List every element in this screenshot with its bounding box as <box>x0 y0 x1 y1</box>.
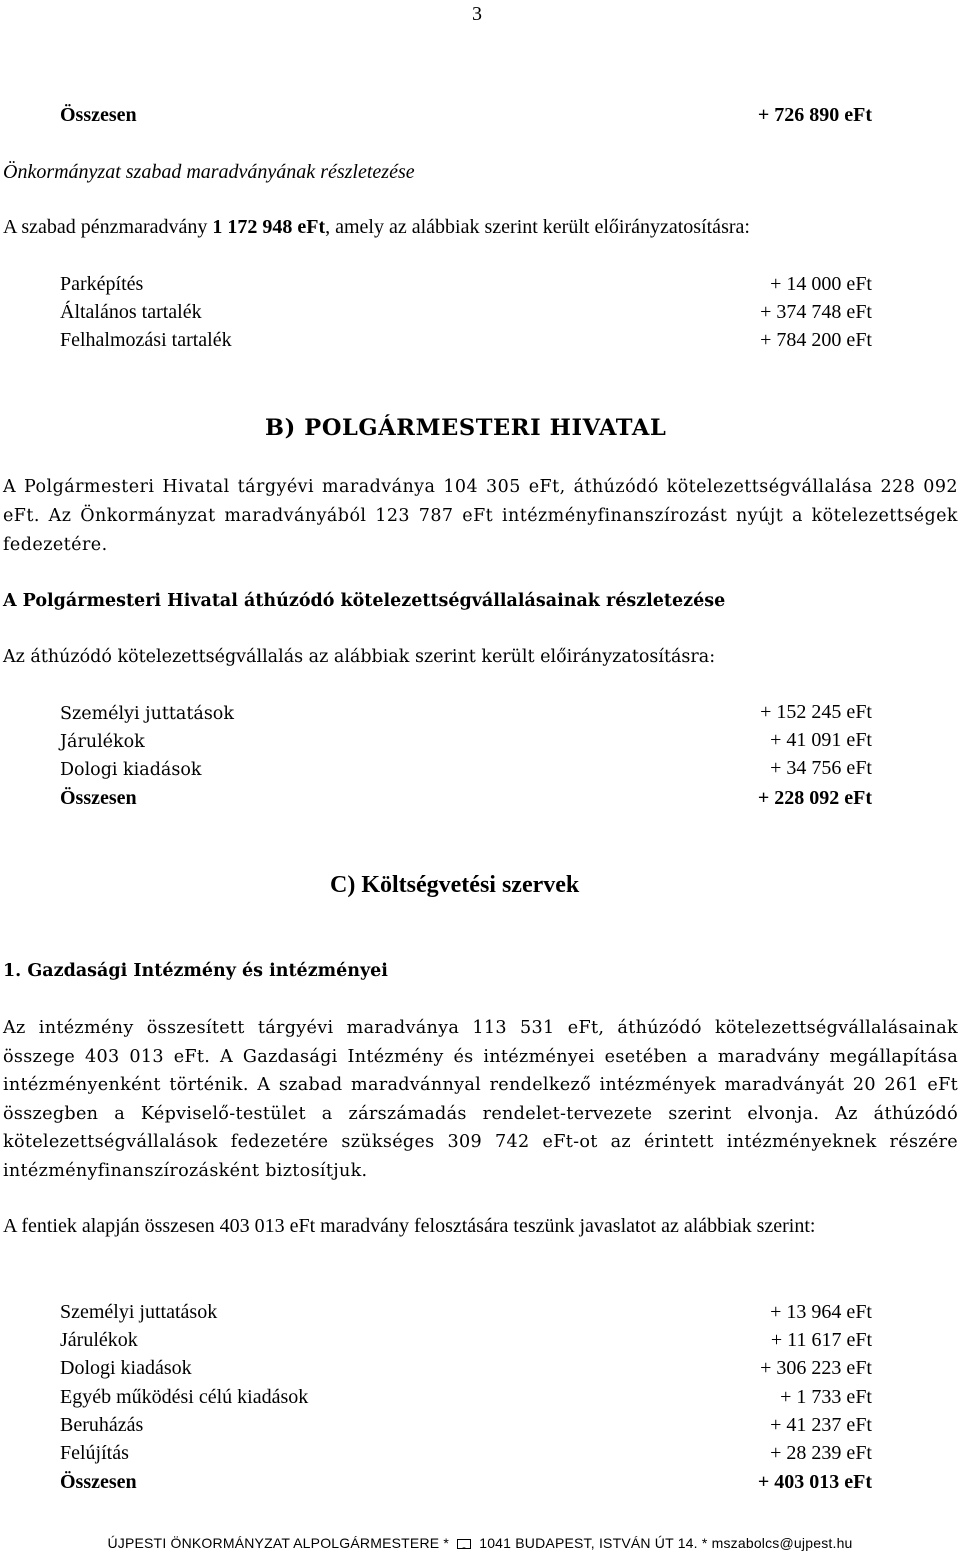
free-residual-sentence <box>3 215 750 239</box>
b-item-value: + 41 091 eFt <box>770 729 872 751</box>
c-item-label: Járulékok <box>60 1329 138 1351</box>
total-top-label: Összesen <box>60 104 137 126</box>
c-item-value: + 1 733 eFt <box>780 1386 872 1408</box>
section-c-paragraph-1: Az intézmény összesített tárgyévi maradványa 113 531 eFt, áthúzódó kötelezettségvállalásainak összege 403 013 eFt. A Gazdasági Intézmény és intézményei esetében a maradvány megállapítása intézményenként történik. A szabad maradvánnyal rendelkező intézmények maradványát 20 261 eFt összegben a Képviselő-testület a zárszámadás rendelet-tervezete szerint elvonja. Az áthúzódó kötelezettségvállalások fedezetére szükséges 309 742 eFt-ot az érintett intézményeknek részére intézményfinanszírozásként biztosítjuk. <box>3 1018 958 1181</box>
section-c-title: C) Költségvetési szervek <box>330 872 580 898</box>
c-total-value: + 403 013 eFt <box>757 1471 872 1493</box>
free-item-value: + 784 200 eFt <box>760 329 872 351</box>
b-total-label: Összesen <box>60 787 137 809</box>
b-item-label: Dologi kiadások <box>60 760 202 780</box>
c-item-label: Személyi juttatások <box>60 1301 218 1323</box>
free-residual-pre: A szabad pénzmaradvány <box>3 216 213 238</box>
section-c-subheading: 1. Gazdasági Intézmény és intézményei <box>3 961 388 981</box>
b-item-value: + 152 245 eFt <box>760 701 872 723</box>
c-item-value: + 41 237 eFt <box>770 1414 872 1436</box>
free-item-value: + 374 748 eFt <box>760 301 872 323</box>
footer-right: 1041 BUDAPEST, ISTVÁN ÚT 14. * mszabolcs@ujpest.hu <box>475 1535 853 1551</box>
b-item-label: Járulékok <box>60 732 145 752</box>
c-item-value: + 306 223 eFt <box>760 1357 872 1379</box>
b-item-value: + 34 756 eFt <box>770 757 872 779</box>
section-c-paragraph-2: A fentiek alapján összesen 403 013 eFt maradvány felosztására teszünk javaslatot az alábbiak szerint: <box>3 1215 816 1237</box>
total-top-value: + 726 890 eFt <box>757 104 872 126</box>
section-b-title: B) POLGÁRMESTERI HIVATAL <box>265 415 667 441</box>
b-item-label: Személyi juttatások <box>60 704 234 724</box>
section-b-intro: Az áthúzódó kötelezettségvállalás az alábbiak szerint került előirányzatosításra: <box>3 647 716 667</box>
free-item-label: Parképítés <box>60 273 144 295</box>
c-item-label: Beruházás <box>60 1414 144 1436</box>
free-residual-post: , amely az alábbiak szerint került előirányzatosításra: <box>325 216 750 238</box>
c-total-label: Összesen <box>60 1471 137 1493</box>
footer-left: ÚJPESTI ÖNKORMÁNYZAT ALPOLGÁRMESTERE * <box>107 1535 454 1551</box>
page-number: 3 <box>472 3 482 25</box>
free-item-value: + 14 000 eFt <box>770 273 872 295</box>
c-item-value: + 11 617 eFt <box>770 1329 872 1351</box>
section-b-paragraph: A Polgármesteri Hivatal tárgyévi maradványa 104 305 eFt, áthúzódó kötelezettségvállalása 228 092 eFt. Az Önkormányzat maradványából 123 787 eFt intézményfinanszírozást nyújt a kötelezettségek fedezetére. <box>3 477 958 555</box>
envelope-icon <box>457 1539 471 1549</box>
c-item-value: + 13 964 eFt <box>770 1301 872 1323</box>
c-item-label: Dologi kiadások <box>60 1357 192 1379</box>
c-item-label: Felújítás <box>60 1442 129 1464</box>
c-item-value: + 28 239 eFt <box>770 1442 872 1464</box>
page-footer <box>0 1534 960 1552</box>
section-b-subheading: A Polgármesteri Hivatal áthúzódó kötelezettségvállalásainak részletezése <box>3 591 726 611</box>
b-total-value: + 228 092 eFt <box>757 787 872 809</box>
free-item-label: Általános tartalék <box>60 301 202 323</box>
c-item-label: Egyéb működési célú kiadások <box>60 1386 309 1408</box>
free-item-label: Felhalmozási tartalék <box>60 329 232 351</box>
free-residual-amount: 1 172 948 eFt <box>212 216 326 238</box>
section-heading-italic: Önkormányzat szabad maradványának részletezése <box>3 161 415 183</box>
